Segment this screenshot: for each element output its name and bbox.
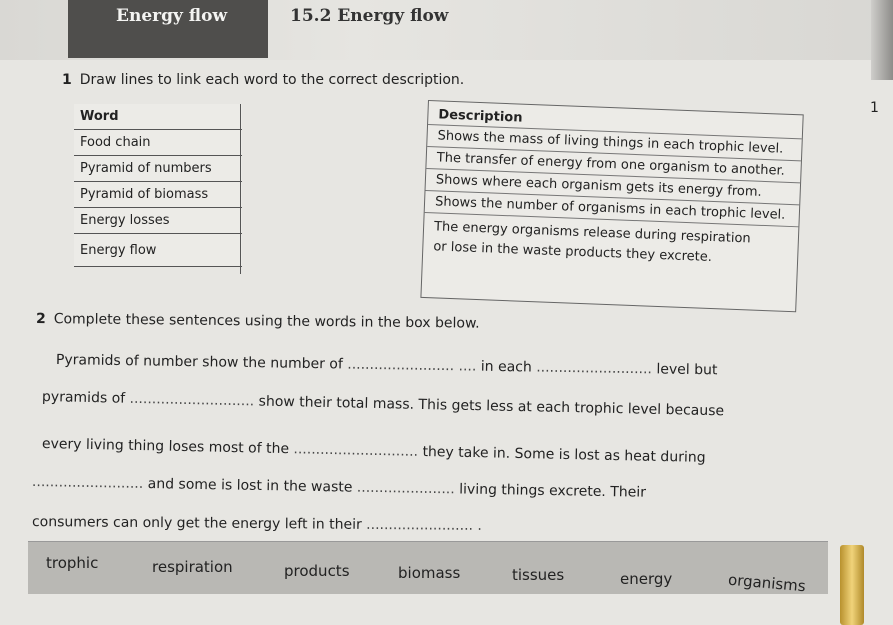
word-box-item: biomass — [398, 564, 461, 582]
word-box-item: respiration — [152, 558, 233, 576]
sentence-line-5 — [32, 514, 482, 534]
sentence-text: level but — [656, 361, 718, 379]
sentence-text: Pyramids of number show the number of — [55, 352, 343, 373]
sentence-line-1 — [56, 352, 718, 378]
question-1 — [62, 72, 464, 88]
question-1-number: 1 — [62, 72, 72, 88]
word-table-border — [74, 104, 241, 274]
word-item[interactable]: Energy flow — [74, 234, 242, 267]
description-item[interactable]: The energy organisms release during respiration — [424, 212, 799, 251]
sentence-text: every living thing loses most of the — [41, 436, 290, 458]
word-item[interactable]: Energy losses — [74, 208, 242, 234]
question-2-number: 2 — [35, 311, 46, 328]
answer-blank-2[interactable]: .......................... — [536, 359, 653, 378]
word-item[interactable]: Pyramid of biomass — [74, 182, 242, 208]
sentence-text: show their total mass. This gets less at each trophic level because — [258, 393, 725, 420]
word-table-heading: Word — [74, 104, 242, 130]
sentence-line-3 — [42, 436, 706, 466]
answer-blank-7[interactable]: ........................ . — [366, 516, 483, 534]
sentence-line-2 — [42, 389, 724, 419]
page-fold — [871, 0, 893, 80]
section-title: 15.2 Energy flow — [290, 6, 449, 26]
word-box-item: products — [284, 562, 350, 580]
question-2 — [36, 311, 480, 332]
description-table — [420, 100, 803, 312]
question-2-text: Complete these sentences using the words in the box below. — [53, 311, 480, 332]
sentence-line-4 — [32, 474, 646, 501]
answer-blank-3[interactable]: ............................ — [129, 390, 255, 410]
description-item[interactable]: Shows where each organism gets its energy from. — [426, 168, 801, 204]
word-box-item: tissues — [512, 566, 565, 584]
section-tab-label: Energy flow — [116, 6, 228, 26]
description-table-heading: Description — [438, 107, 523, 126]
word-item[interactable]: Pyramid of numbers — [74, 156, 242, 182]
answer-blank-5[interactable]: ......................... — [31, 474, 144, 492]
sentence-text: and some is lost in the waste — [147, 476, 353, 496]
description-item[interactable]: Shows the mass of living things in each trophic level. — [427, 124, 802, 160]
description-item-continued: or lose in the waste products they excrete. — [433, 239, 713, 266]
page-number: 1 — [870, 100, 879, 116]
word-box-item: organisms — [727, 570, 807, 596]
word-item[interactable]: Food chain — [74, 130, 242, 156]
word-box-item: trophic — [46, 554, 99, 572]
sentence-text: they take in. Some is lost as heat during — [422, 443, 706, 466]
description-item[interactable]: The transfer of energy from one organism to another. — [426, 146, 801, 182]
sentence-text: pyramids of — [41, 389, 126, 407]
word-box — [28, 541, 828, 594]
sentence-text: in each — [480, 358, 532, 376]
word-box-item: energy — [620, 570, 673, 588]
sentence-text: living things excrete. Their — [459, 481, 647, 501]
description-item[interactable]: Shows the number of organisms in each trophic level. — [425, 190, 800, 226]
answer-blank-1[interactable]: ........................ .... — [347, 356, 477, 375]
answer-blank-4[interactable]: ............................ — [293, 441, 419, 460]
answer-blank-6[interactable]: ...................... — [356, 479, 455, 498]
question-1-text: Draw lines to link each word to the correct description. — [79, 72, 465, 88]
sentence-text: consumers can only get the energy left in their — [31, 514, 362, 533]
pencil-image — [840, 545, 864, 625]
